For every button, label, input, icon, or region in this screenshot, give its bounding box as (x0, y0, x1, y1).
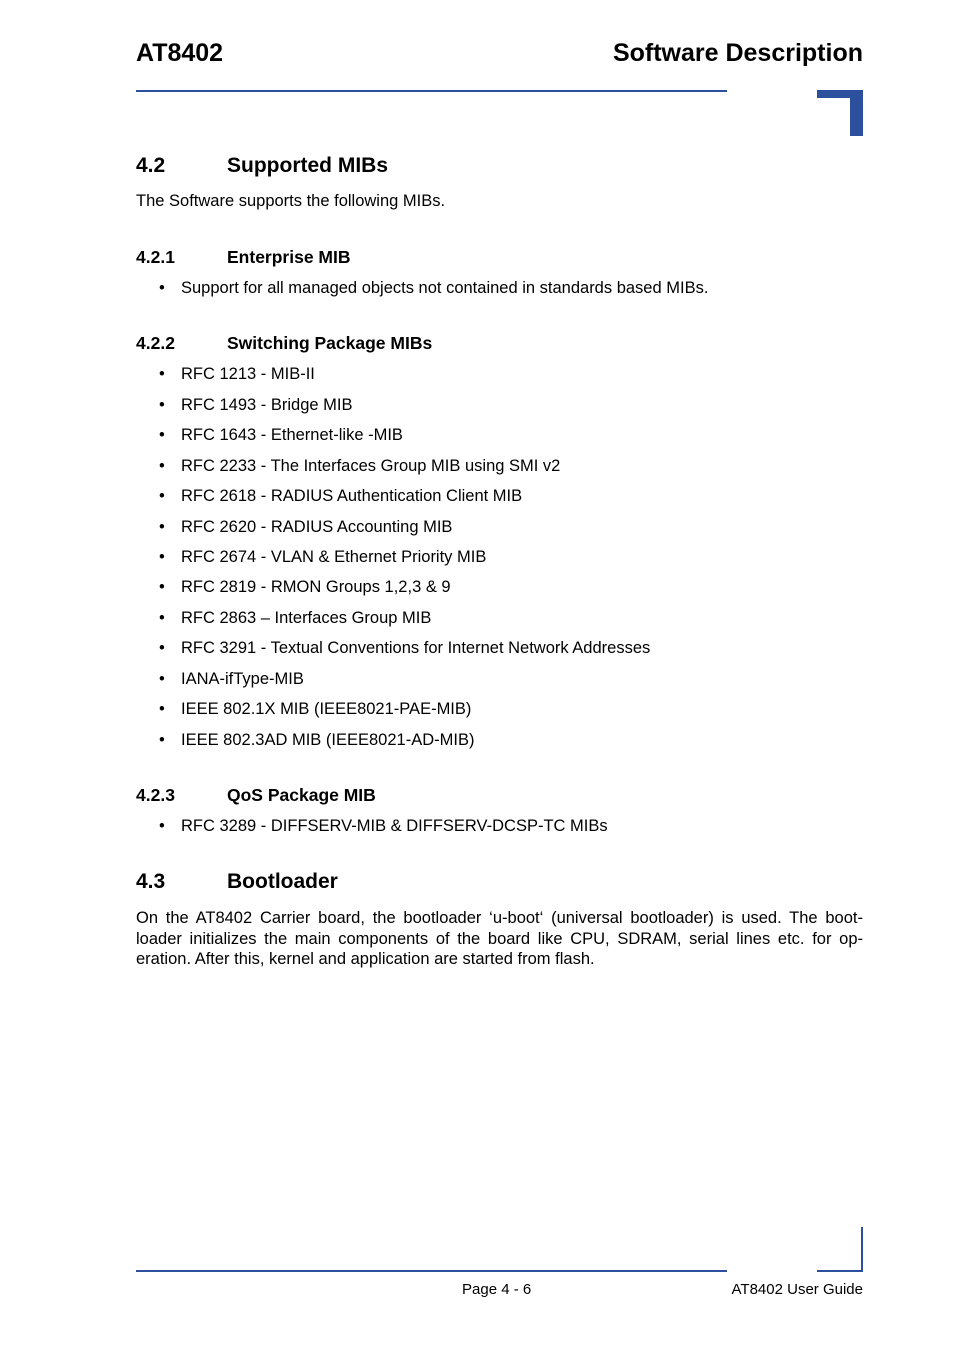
section-title: Switching Package MIBs (227, 333, 433, 353)
section-intro: The Software supports the following MIBs. (136, 192, 446, 210)
list-item: • RFC 1643 - Ethernet-like -MIB (159, 426, 403, 444)
corner-mark-bottom-vertical (861, 1227, 863, 1272)
section-heading-4-2-3 (136, 784, 376, 806)
footer-rule (136, 1270, 727, 1272)
section-title: QoS Package MIB (227, 785, 376, 805)
list-item: • RFC 2863 – Interfaces Group MIB (159, 609, 432, 627)
section-number: 4.3 (136, 870, 166, 893)
section-title: Supported MIBs (227, 154, 388, 177)
section-number: 4.2 (136, 154, 166, 177)
list-item: • RFC 2674 - VLAN & Ethernet Priority MIB (159, 548, 487, 566)
section-heading-4-3 (136, 869, 338, 895)
section-title: Bootloader (227, 870, 338, 893)
section-heading-4-2-2 (136, 332, 432, 354)
list-item: • IEEE 802.3AD MIB (IEEE8021-AD-MIB) (159, 731, 475, 749)
page-number: Page 4 - 6 (462, 1281, 532, 1298)
list-item: • RFC 2233 - The Interfaces Group MIB using SMI v2 (159, 457, 561, 475)
list-item: • RFC 1493 - Bridge MIB (159, 396, 353, 414)
list-item: • RFC 3291 - Textual Conventions for Internet Network Addresses (159, 639, 651, 657)
list-item: • RFC 2618 - RADIUS Authentication Client MIB (159, 487, 523, 505)
section-number: 4.2.2 (136, 333, 175, 353)
corner-mark-top-vertical (850, 90, 863, 136)
section-title: Enterprise MIB (227, 247, 351, 267)
header-rule (136, 90, 727, 92)
list-item: • IEEE 802.1X MIB (IEEE8021-PAE-MIB) (159, 700, 472, 718)
list-item: • RFC 1213 - MIB-II (159, 365, 315, 383)
list-item: • RFC 2620 - RADIUS Accounting MIB (159, 518, 453, 536)
document-title: AT8402 (136, 39, 224, 67)
section-heading-4-2 (136, 153, 388, 179)
list-item: • IANA-ifType-MIB (159, 670, 304, 688)
list-item: • RFC 2819 - RMON Groups 1,2,3 & 9 (159, 578, 451, 596)
bootloader-paragraph: On the AT8402 Carrier board, the bootloader ‘u-boot‘ (universal bootloader) is used. The boot-loader initializes the main components of the board like CPU, SDRAM, serial lines etc. for op-eration. After this, kernel and application are started from flash. (136, 909, 863, 968)
section-number: 4.2.3 (136, 785, 175, 805)
corner-mark-bottom (817, 1270, 863, 1272)
section-number: 4.2.1 (136, 247, 175, 267)
guide-name: AT8402 User Guide (731, 1281, 863, 1298)
list-item: • RFC 3289 - DIFFSERV-MIB & DIFFSERV-DCSP-TC MIBs (159, 817, 608, 835)
chapter-title: Software Description (612, 39, 863, 67)
section-heading-4-2-1 (136, 246, 351, 268)
list-item: • Support for all managed objects not contained in standards based MIBs. (159, 279, 709, 297)
